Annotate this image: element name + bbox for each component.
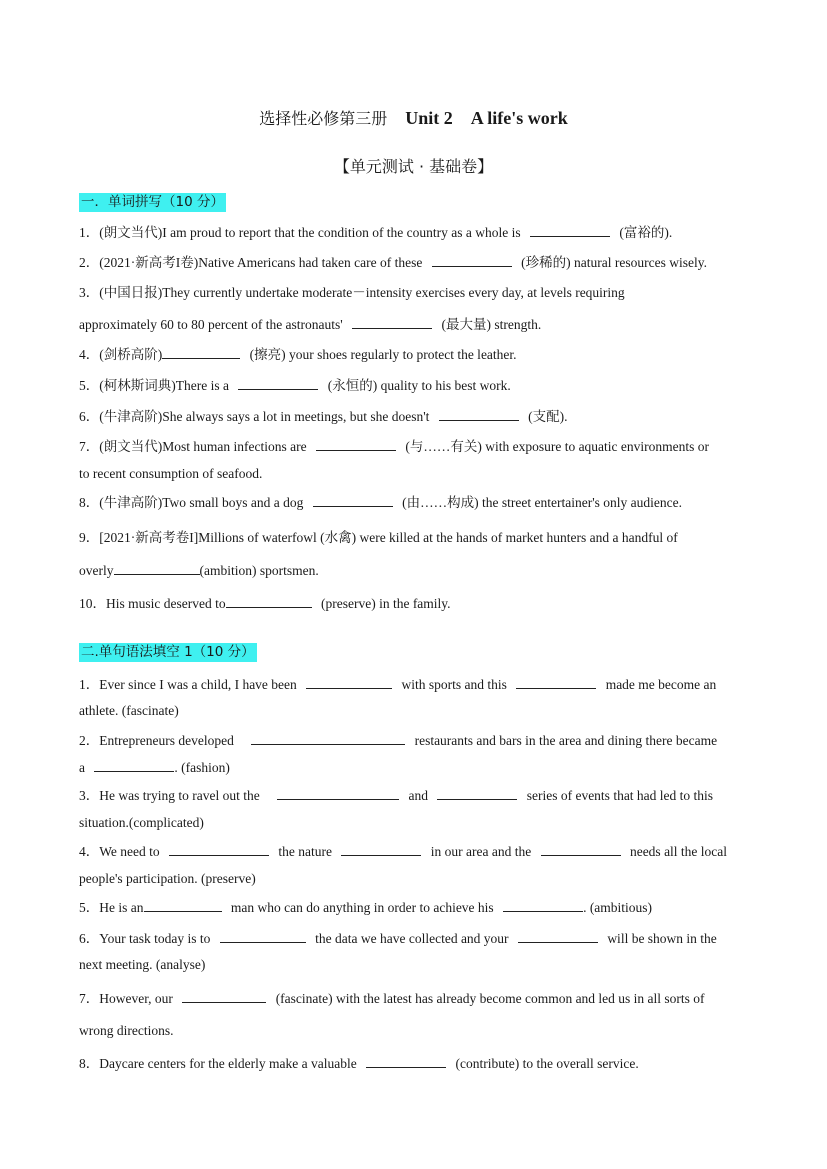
answer-blank[interactable] <box>432 253 512 267</box>
s2-item-5: 5．He is an man who can do anything in order to achieve his . (ambitious) <box>79 900 653 915</box>
answer-blank[interactable] <box>516 675 596 689</box>
s2-item-6-cont: next meeting. (analyse) <box>79 957 206 972</box>
answer-blank[interactable] <box>352 315 432 329</box>
s1-item-3-cont: approximately 60 to 80 percent of the astronauts' (最大量) strength. <box>79 317 542 332</box>
s2-item-8: 8．Daycare centers for the elderly make a valuable (contribute) to the overall service. <box>79 1056 639 1071</box>
answer-blank[interactable] <box>518 929 598 943</box>
s2-item-3-cont: situation.(complicated) <box>79 815 204 830</box>
answer-blank[interactable] <box>144 898 222 912</box>
answer-blank[interactable] <box>277 786 399 800</box>
section1-heading: 一．单词拼写（10 分） <box>81 194 224 210</box>
s1-item-10: 10．His music deserved to (preserve) in the family. <box>79 596 451 611</box>
s1-item-1: 1．(朗文当代)I am proud to report that the condition of the country as a whole is (富裕的). <box>79 225 673 240</box>
answer-blank[interactable] <box>114 561 200 575</box>
s1-item-7: 7．(朗文当代)Most human infections are (与……有关) with exposure to aquatic environments or <box>79 439 710 454</box>
page-subtitle: 【单元测试 · 基础卷】 <box>333 157 494 176</box>
s2-item-6: 6．Your task today is to the data we have collected and your will be shown in the <box>79 931 717 946</box>
s2-item-2: 2．Entrepreneurs developed restaurants and bars in the area and dining there became <box>79 733 718 748</box>
answer-blank[interactable] <box>251 731 405 745</box>
answer-blank[interactable] <box>238 376 318 390</box>
s1-item-3: 3．(中国日报)They currently undertake moderate－intensity exercises every day, at levels requiring <box>79 285 625 300</box>
s2-item-1-cont: athlete. (fascinate) <box>79 703 179 718</box>
answer-blank[interactable] <box>162 345 240 359</box>
answer-blank[interactable] <box>169 842 269 856</box>
answer-blank[interactable] <box>182 989 266 1003</box>
answer-blank[interactable] <box>226 594 312 608</box>
answer-blank[interactable] <box>439 407 519 421</box>
s2-item-7-cont: wrong directions. <box>79 1023 174 1038</box>
answer-blank[interactable] <box>306 675 392 689</box>
answer-blank[interactable] <box>437 786 517 800</box>
answer-blank[interactable] <box>503 898 583 912</box>
page-title <box>0 106 827 129</box>
s1-item-9-cont: overly (ambition) sportsmen. <box>79 563 319 578</box>
s2-item-3: 3．He was trying to ravel out the and series of events that had led to this <box>79 788 714 803</box>
section2-heading: 二.单句语法填空 1（10 分） <box>81 644 255 660</box>
s1-item-7-cont: to recent consumption of seafood. <box>79 466 263 481</box>
s2-item-4-cont: people's participation. (preserve) <box>79 871 256 886</box>
title-unit: Unit 2 <box>405 108 453 128</box>
s2-item-1: 1．Ever since I was a child, I have been with sports and this made me become an <box>79 677 717 692</box>
s2-item-4: 4．We need to the nature in our area and the needs all the local <box>79 844 728 859</box>
answer-blank[interactable] <box>220 929 306 943</box>
answer-blank[interactable] <box>366 1054 446 1068</box>
s2-item-7: 7．However, our (fascinate) with the latest has already become common and led us in all sorts of <box>79 991 705 1006</box>
answer-blank[interactable] <box>316 437 396 451</box>
answer-blank[interactable] <box>341 842 421 856</box>
answer-blank[interactable] <box>94 758 174 772</box>
s1-item-9: 9．[2021·新高考卷I]Millions of waterfowl (水禽) were killed at the hands of market hunters and a handful of <box>79 530 678 545</box>
s1-item-6: 6．(牛津高阶)She always says a lot in meetings, but she doesn't (支配). <box>79 409 568 424</box>
title-name: A life's work <box>470 108 568 128</box>
s1-item-5: 5．(柯林斯词典)There is a (永恒的) quality to his best work. <box>79 378 511 393</box>
answer-blank[interactable] <box>530 223 610 237</box>
s1-item-2: 2．(2021·新高考I卷)Native Americans had taken care of these (珍稀的) natural resources wisely. <box>79 255 707 270</box>
title-book: 选择性必修第三册 <box>259 109 388 128</box>
s1-item-8: 8．(牛津高阶)Two small boys and a dog (由……构成) the street entertainer's only audience. <box>79 495 682 510</box>
s1-item-4: 4．(剑桥高阶) (擦亮) your shoes regularly to protect the leather. <box>79 347 517 362</box>
s2-item-2-cont: a . (fashion) <box>79 760 230 775</box>
answer-blank[interactable] <box>313 493 393 507</box>
answer-blank[interactable] <box>541 842 621 856</box>
